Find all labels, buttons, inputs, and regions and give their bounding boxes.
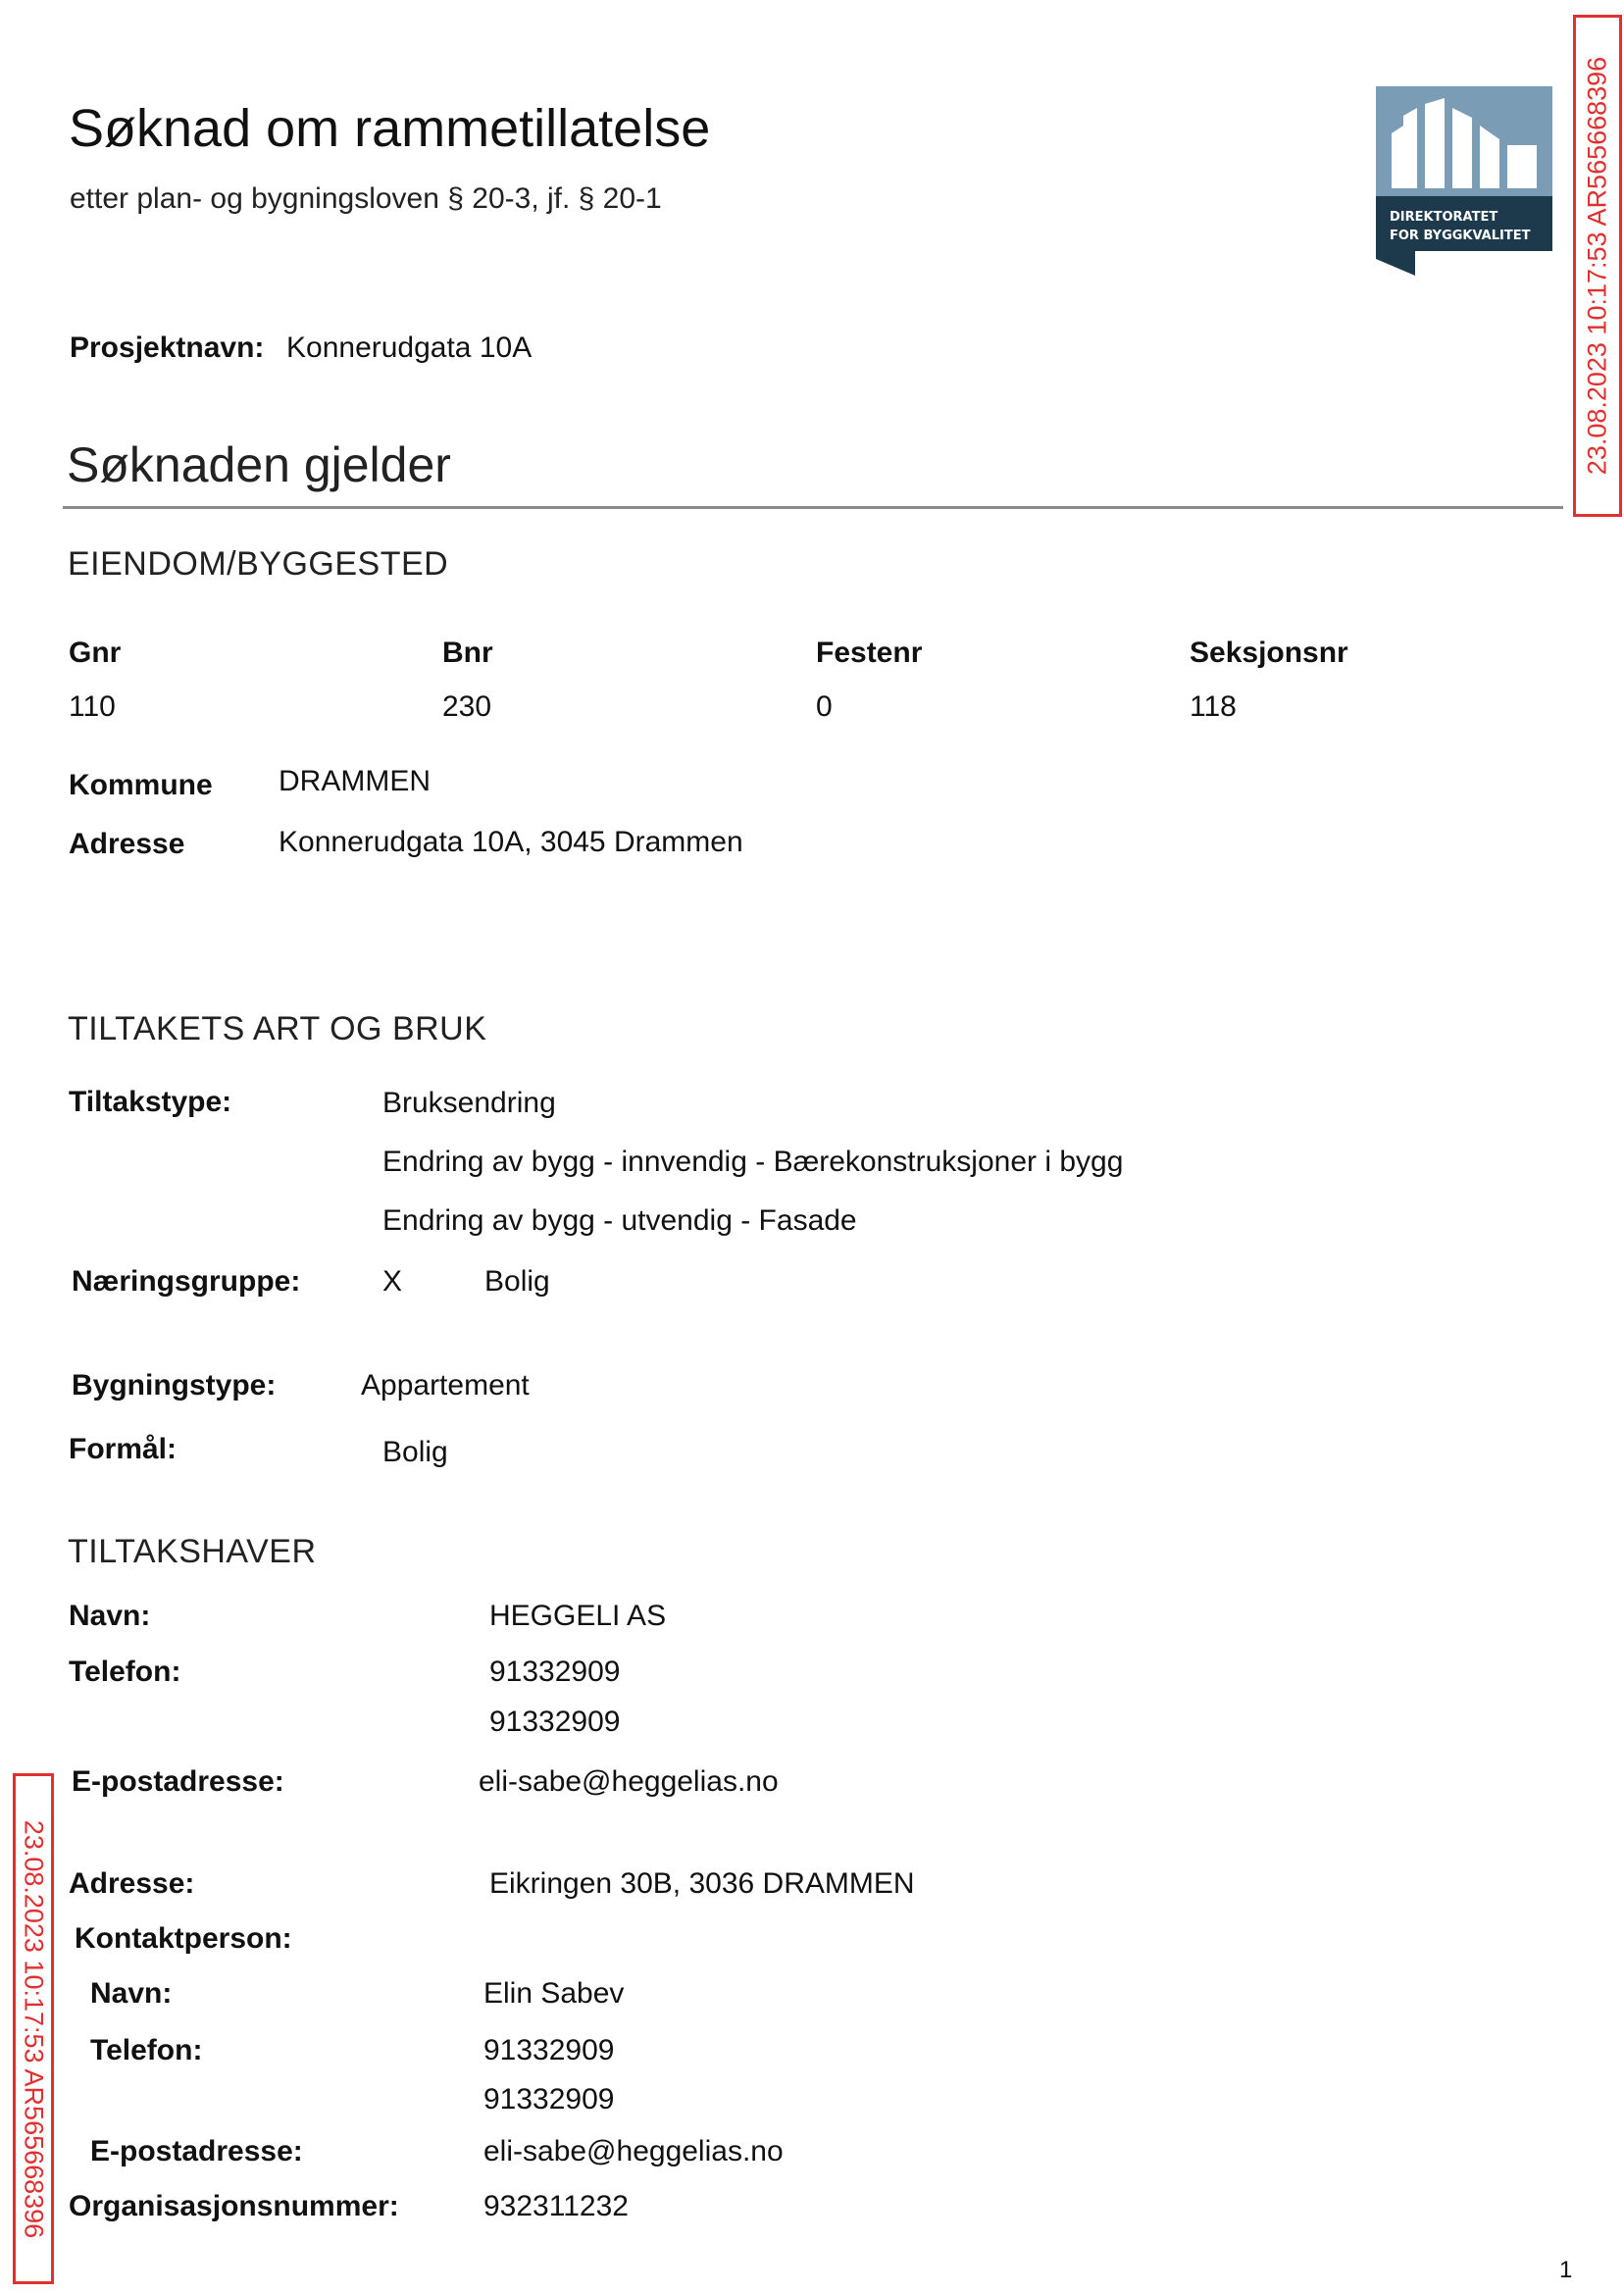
section-divider	[63, 506, 1563, 509]
naeringsgruppe-label: Næringsgruppe:	[72, 1265, 301, 1298]
tiltakstype-label: Tiltakstype:	[69, 1086, 232, 1118]
tiltakstype-item: Endring av bygg - innvendig - Bærekonstruksjoner i bygg	[382, 1146, 1124, 1178]
project-value: Konnerudgata 10A	[286, 331, 533, 364]
epost-value: eli-sabe@heggelias.no	[479, 1765, 779, 1798]
kp-telefon-label: Telefon:	[90, 2034, 203, 2066]
dibk-logo	[1376, 86, 1552, 276]
tiltakstype-item: Bruksendring	[382, 1087, 556, 1119]
kp-navn-value: Elin Sabev	[483, 1977, 625, 2010]
kommune-label: Kommune	[69, 769, 213, 801]
gnr-value: 110	[69, 690, 116, 723]
formal-label: Formål:	[69, 1433, 178, 1465]
stamp-right	[1573, 15, 1622, 517]
eiendom-heading: EIENDOM/BYGGESTED	[68, 545, 449, 583]
telefon-value: 91332909	[489, 1706, 621, 1738]
kp-telefon-value: 91332909	[483, 2034, 615, 2066]
gnr-label: Gnr	[69, 637, 122, 669]
logo-line-1: DIREKTORATET	[1390, 210, 1498, 225]
seksjonsnr-value: 118	[1190, 690, 1237, 723]
section-title: Søknaden gjelder	[67, 437, 451, 492]
formal-value: Bolig	[382, 1436, 448, 1468]
project-label: Prosjektnavn:	[70, 331, 265, 364]
th-adresse-value: Eikringen 30B, 3036 DRAMMEN	[489, 1867, 915, 1900]
navn-label: Navn:	[69, 1600, 151, 1632]
kp-telefon-value: 91332909	[483, 2083, 615, 2116]
telefon-label: Telefon:	[69, 1656, 181, 1688]
kontaktperson-label: Kontaktperson:	[75, 1922, 292, 1955]
orgnr-value: 932311232	[483, 2190, 629, 2222]
kommune-value: DRAMMEN	[279, 765, 431, 797]
stamp-left-text: 23.08.2023 10:17:53 AR565668396	[19, 1819, 49, 2238]
tiltakshaver-heading: TILTAKSHAVER	[68, 1533, 317, 1570]
festenr-value: 0	[816, 690, 833, 723]
telefon-value: 91332909	[489, 1656, 621, 1688]
naeringsgruppe-value: Bolig	[484, 1265, 550, 1298]
orgnr-label: Organisasjonsnummer:	[69, 2190, 399, 2222]
page-subtitle: etter plan- og bygningsloven § 20-3, jf. § 20-1	[70, 182, 662, 215]
seksjonsnr-label: Seksjonsnr	[1190, 637, 1348, 669]
navn-value: HEGGELI AS	[489, 1600, 667, 1632]
bygningstype-label: Bygningstype:	[72, 1369, 277, 1402]
kp-navn-label: Navn:	[90, 1977, 173, 2010]
logo-line-2: FOR BYGGKVALITET	[1390, 229, 1531, 243]
bnr-label: Bnr	[442, 637, 493, 669]
stamp-right-text: 23.08.2023 10:17:53 AR565668396	[1582, 56, 1612, 476]
th-adresse-label: Adresse:	[69, 1867, 195, 1900]
adresse-value: Konnerudgata 10A, 3045 Drammen	[279, 826, 743, 858]
kp-epost-value: eli-sabe@heggelias.no	[483, 2135, 784, 2167]
bygningstype-value: Appartement	[361, 1369, 530, 1402]
page-title: Søknad om rammetillatelse	[69, 99, 711, 158]
tiltakstype-item: Endring av bygg - utvendig - Fasade	[382, 1204, 857, 1237]
kp-epost-label: E-postadresse:	[90, 2135, 303, 2167]
festenr-label: Festenr	[816, 637, 923, 669]
stamp-left	[13, 1773, 54, 2284]
naeringsgruppe-mark: X	[382, 1265, 403, 1298]
adresse-label: Adresse	[69, 828, 185, 860]
bnr-value: 230	[442, 690, 492, 723]
page-number: 1	[1559, 2257, 1573, 2283]
tiltak-heading: TILTAKETS ART OG BRUK	[68, 1010, 487, 1047]
epost-label: E-postadresse:	[72, 1765, 284, 1798]
